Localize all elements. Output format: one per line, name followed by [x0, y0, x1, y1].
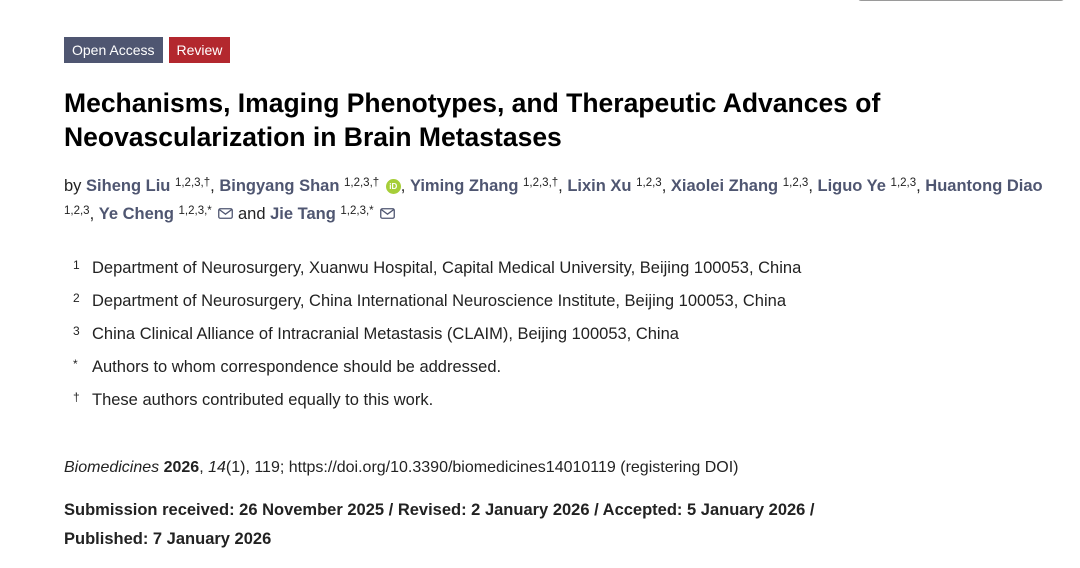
- affiliation-item: [64, 354, 1044, 387]
- author-affiliation-sup: 1,2,3: [890, 177, 917, 189]
- affiliation-marker: 3: [73, 324, 80, 338]
- author-affiliation-sup: 1,2,3,†: [174, 177, 211, 189]
- article-title: Mechanisms, Imaging Phenotypes, and Therapeutic Advances of Neovascularization in Brain Metastases: [64, 88, 881, 152]
- author-link[interactable]: Yiming Zhang: [409, 177, 519, 195]
- affiliation-marker: 1: [73, 258, 80, 272]
- citation-volume: 14: [208, 459, 226, 476]
- affiliation-item: [64, 288, 1044, 321]
- affiliation-item: [64, 255, 1044, 288]
- dates-line-1: Submission received: 26 November 2025 / Revised: 2 January 2026 / Accepted: 5 January 2026 /: [64, 501, 815, 519]
- author-affiliation-sup: 1,2,3,*: [178, 205, 212, 217]
- author-list: by Siheng Liu $^{1,2,3,\dagger}$, Bingyang Shan $^{1,2,3,\dagger}$ iD , Yiming Zhang $^{1,2,3,\dagger}$, Lixin Xu $^{1,2,3}$, Xiaolei Zhang $^{1,2,3}$, Liguo Ye $^{1,2,3}$, Huantong Diao $^{1,2,3}$, Ye Cheng $^{1,2,3,*}$ and Jie Tang $^{1,2,3,*}$: [64, 172, 1054, 228]
- open-access-badge[interactable]: Open Access: [64, 37, 163, 63]
- publication-dates: [64, 496, 964, 554]
- affiliation-text: Department of Neurosurgery, Xuanwu Hospital, Capital Medical University, Beijing 100053, China: [92, 259, 802, 277]
- author-link[interactable]: Siheng Liu: [86, 177, 171, 195]
- affiliation-text: Authors to whom correspondence should be addressed.: [92, 358, 502, 376]
- affiliation-text: These authors contributed equally to this work.: [92, 391, 434, 409]
- affiliation-text: China Clinical Alliance of Intracranial Metastasis (CLAIM), Beijing 100053, China: [92, 325, 679, 343]
- affiliation-marker: *: [73, 357, 78, 371]
- orcid-icon[interactable]: iD: [386, 179, 401, 194]
- author-affiliation-sup: 1,2,3,†: [523, 177, 559, 189]
- dates-line-2: Published: 7 January 2026: [64, 530, 272, 548]
- citation-year: 2026: [163, 459, 200, 476]
- author-link[interactable]: Jie Tang: [270, 205, 336, 223]
- byline-by: by: [64, 177, 82, 195]
- affiliation-marker: †: [73, 390, 80, 404]
- affiliation-marker: 2: [73, 291, 80, 305]
- doi-link[interactable]: https://doi.org/10.3390/biomedicines14010119: [288, 459, 616, 476]
- author-affiliation-sup: 1,2,3: [636, 177, 662, 189]
- review-badge[interactable]: Review: [169, 37, 231, 63]
- author-affiliation-sup: 1,2,3: [782, 177, 809, 189]
- affiliation-list: [64, 255, 1044, 420]
- top-toolbar-edge: [858, 0, 1064, 1]
- author-link[interactable]: Lixin Xu: [567, 177, 632, 195]
- author-link[interactable]: Liguo Ye: [817, 177, 886, 195]
- affiliation-text: Department of Neurosurgery, China International Neuroscience Institute, Beijing 100053, China: [92, 292, 787, 310]
- article-badges: [64, 37, 230, 63]
- affiliation-item: [64, 321, 1044, 354]
- author-affiliation-sup: 1,2,3,*: [340, 205, 374, 217]
- author-link[interactable]: Xiaolei Zhang: [670, 177, 779, 195]
- author-link[interactable]: Huantong Diao: [925, 177, 1043, 195]
- doi-note: (registering DOI): [615, 459, 739, 476]
- author-affiliation-sup: 1,2,3: [64, 205, 90, 217]
- author-affiliation-sup: 1,2,3,†: [344, 177, 380, 189]
- author-link[interactable]: Bingyang Shan: [219, 177, 340, 195]
- citation-issue: (1), 119;: [225, 459, 289, 476]
- journal-name[interactable]: Biomedicines: [64, 459, 160, 476]
- mail-icon[interactable]: [218, 200, 233, 228]
- affiliation-item: [64, 387, 1044, 420]
- mail-icon[interactable]: [380, 200, 395, 228]
- author-link[interactable]: Ye Cheng: [98, 205, 174, 223]
- byline-and: and: [237, 205, 266, 223]
- citation-line: Biomedicines 2026, 14(1), 119; https://doi.org/10.3390/biomedicines14010119 (registering DOI): [64, 459, 739, 476]
